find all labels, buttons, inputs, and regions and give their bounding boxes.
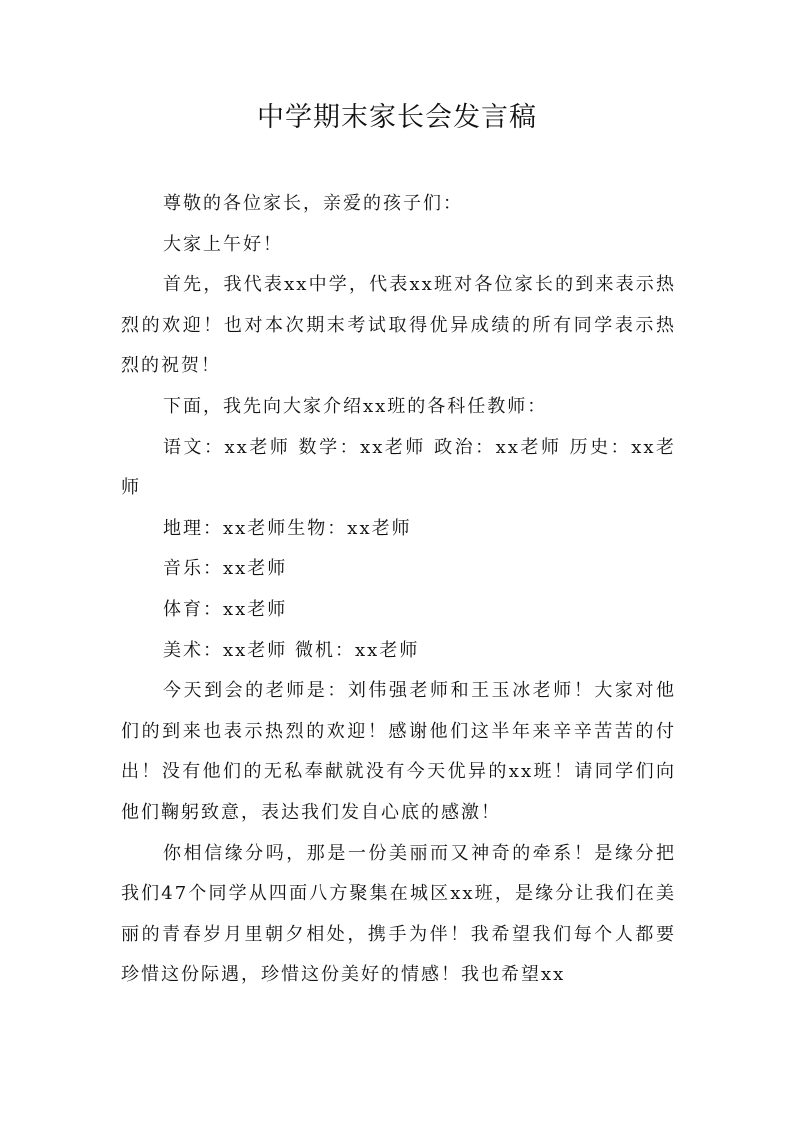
document-body	[121, 184, 676, 996]
teacher-list-line-5: 美术：xx老师 微机：xx老师	[163, 639, 420, 661]
teachers-present-paragraph: 今天到会的老师是：刘伟强老师和王玉冰老师！大家对他们的到来也表示热烈的欢迎！感谢他们这半年来辛辛苦苦的付出！没有他们的无私奉献就没有今天优异的xx班！请同学们向他们鞠躬致意，表达我们发自心底的感激！	[121, 680, 676, 823]
teacher-list-line-3: 音乐：xx老师	[163, 558, 288, 580]
teacher-list-line-2: 地理：xx老师生物：xx老师	[163, 517, 412, 539]
welcome-paragraph: 首先，我代表xx中学，代表xx班对各位家长的到来表示热烈的欢迎！也对本次期末考试取得优异成绩的所有同学表示热烈的祝贺！	[121, 274, 676, 377]
fate-paragraph: 你相信缘分吗，那是一份美丽而又神奇的牵系！是缘分把我们47个同学从四面八方聚集在城区xx班，是缘分让我们在美丽的青春岁月里朝夕相处，携手为伴！我希望我们每个人都要珍惜这份际遇，珍惜这份美好的情感！我也希望xx	[121, 842, 676, 986]
document-title: 中学期末家长会发言稿	[257, 102, 537, 133]
morning-greeting-paragraph: 大家上午好！	[163, 233, 283, 255]
greeting-paragraph: 尊敬的各位家长，亲爱的孩子们：	[163, 193, 463, 214]
teacher-list-line-4: 体育：xx老师	[163, 598, 288, 620]
teacher-intro-paragraph: 下面，我先向大家介绍xx班的各科任教师：	[163, 395, 548, 417]
teacher-list-line-1: 语文：xx老师 数学：xx老师 政治：xx老师 历史：xx老师	[121, 436, 676, 499]
